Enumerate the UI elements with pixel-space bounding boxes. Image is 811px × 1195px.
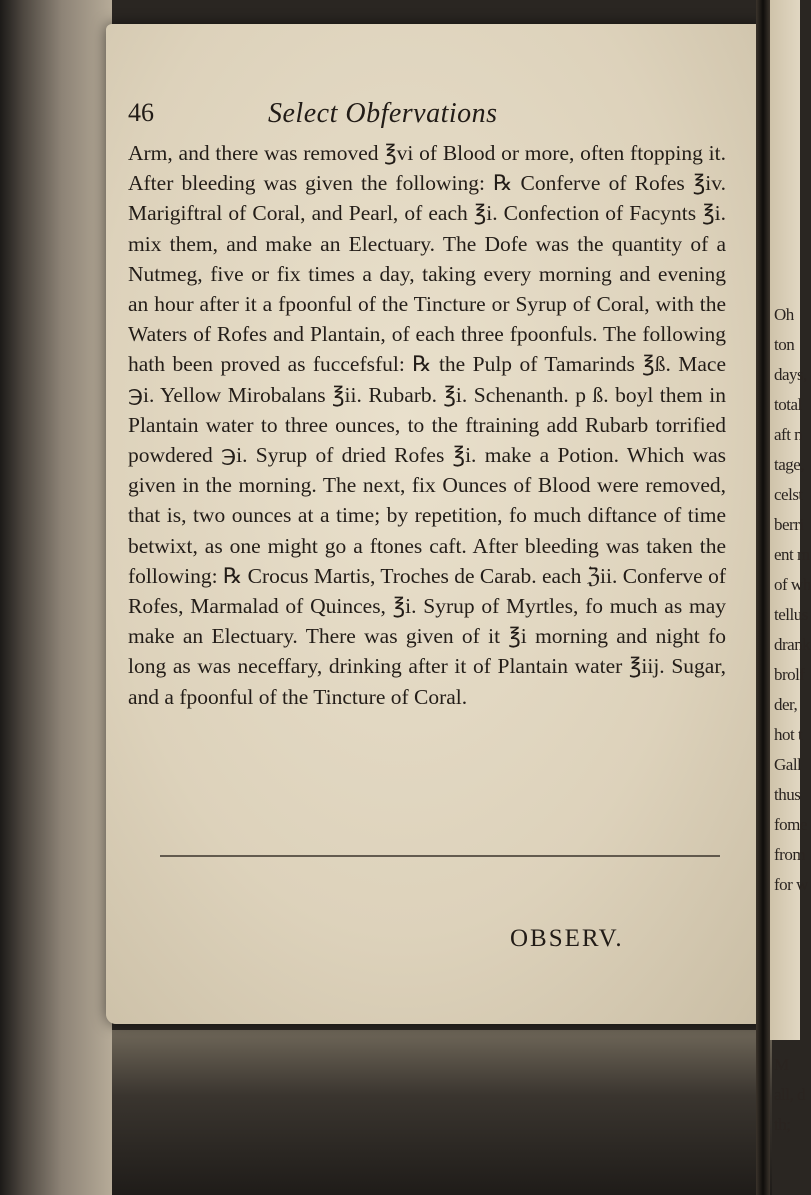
adjacent-page-line: th; [774,1115,791,1134]
adjacent-page-line: from [774,845,806,864]
adjacent-page-line [774,990,800,1020]
adjacent-page-line: total [774,395,802,414]
running-head [128,98,728,138]
adjacent-page-line: berri [774,515,804,534]
adjacent-page-line [774,930,800,960]
adjacent-page-line: tellus [774,605,808,624]
adjacent-page-line: tage, [774,455,805,474]
page-number: 46 [128,98,154,127]
horizontal-rule [160,855,720,857]
adjacent-page-line: all, d [774,1085,805,1104]
adjacent-page-line: celst [774,485,803,504]
book-left-edge [0,0,112,1195]
adjacent-page-line: brolf [774,665,805,684]
body-text [128,138,726,712]
adjacent-page-edge [770,0,811,1134]
adjacent-page-line: drank [774,635,811,654]
adjacent-page-line: thus [774,785,801,804]
adjacent-page-line: for w [774,875,808,894]
adjacent-page-line [774,960,800,990]
adjacent-page-line: hot t [774,725,803,744]
adjacent-page-text [770,0,811,1140]
book-gutter [756,0,770,1195]
adjacent-page-line: M [774,1055,789,1074]
adjacent-page-line: fome [774,815,807,834]
running-title: Select Obfervations [268,98,498,129]
adjacent-page-line [774,900,800,930]
adjacent-page-line: of wh [774,575,811,594]
adjacent-page-line: Oh [774,305,794,324]
body-paragraph: Arm, and there was removed ℥vi of Blood or more, often ftopping it. After bleeding was given the following: ℞ Conferve of Rofes ℥iv. Marigiftral of Coral, and Pearl, of each ℥i. Confection of Facynts ℥i. mix them, and make an Electuary. The Dofe was the quantity of a Nutmeg, five or fix times a day, taking every morning and evening an hour after it a fpoonful of the Tincture or Syrup of Coral, with the Waters of Rofes and Plantain, of each three fpoonfuls. The following hath been proved as fuccefsful: ℞ the Pulp of Tamarinds ℥ß. Mace ℈i. Yellow Mirobalans ℥ii. Rubarb. ℥i. Schenanth. p ß. boyl them in Plantain water to three ounces, to the ftraining add Rubarb torrified powdered ℈i. Syrup of dried Rofes ℥i. make a Potion. Which was given in the morning. The next, fix Ounces of Blood were removed, that is, two ounces at a time; by repetition, fo much diftance of time betwixt, as one might go a ftones caft. After bleeding was taken the following: ℞ Crocus Martis, Troches de Carab. each ℨii. Conferve of Rofes, Marmalad of Quinces, ℥i. Syrup of Myrtles, fo much as may make an Electuary. There was given of it ℥i morning and night fo long as was neceffary, drinking after it of Plantain water ℥iij. Sugar, and a fpoonful of the Tincture of Coral. [128,141,726,709]
adjacent-page-line: aft n [774,425,803,444]
adjacent-page-line [774,1020,800,1050]
adjacent-page-line: days, [774,365,807,384]
catchword: OBSERV. [510,925,624,952]
adjacent-page-line: Gall [774,755,802,774]
adjacent-page-line: der, [774,695,798,714]
adjacent-page-line: ent m [774,545,810,564]
adjacent-page-line: ton [774,335,795,354]
bottom-shadow [112,1030,772,1195]
